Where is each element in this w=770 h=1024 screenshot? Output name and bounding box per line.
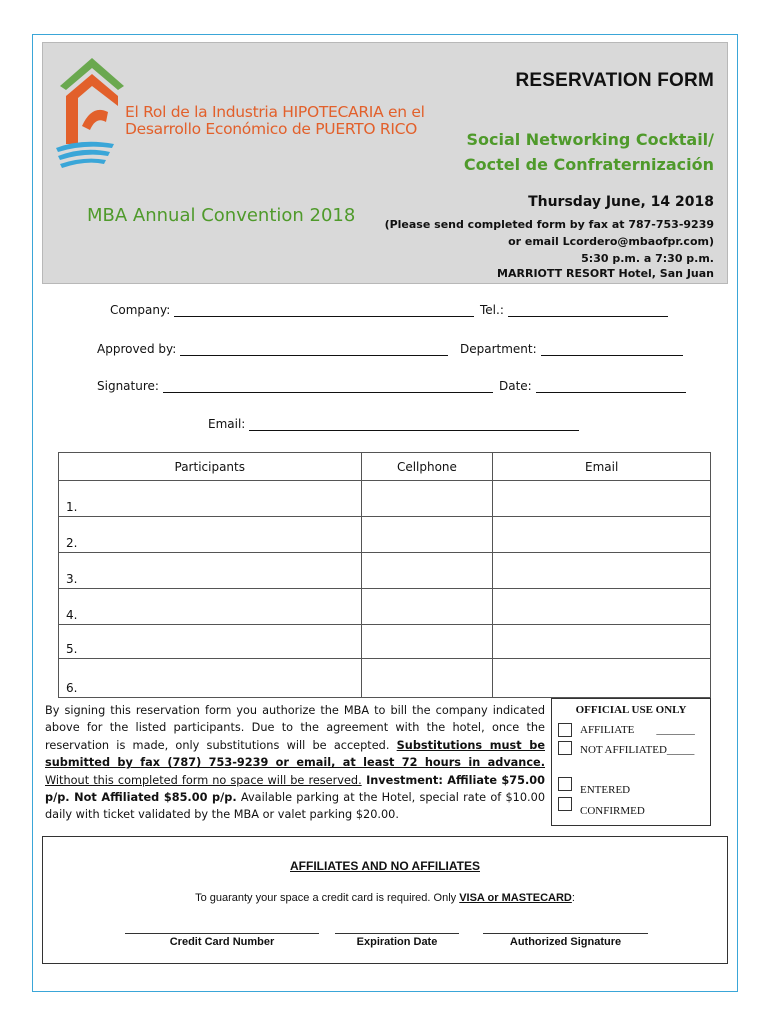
table-header-row xyxy=(59,453,711,481)
logo-text-line2: Desarrollo Económico de PUERTO RICO xyxy=(125,120,418,138)
not-affiliated-label: NOT AFFILIATED_____ xyxy=(580,744,695,756)
event-title-line1: Social Networking Cocktail/ xyxy=(466,130,714,149)
terms-substitutions: Substitutions must be submitted by fax (787) 753-9239 or email, at least 72 hours in advance. xyxy=(45,738,545,770)
participant-cell[interactable]: 3. xyxy=(59,553,362,589)
table-row xyxy=(59,481,711,517)
email-header: Email xyxy=(493,453,711,481)
logo-orange-door xyxy=(82,110,108,130)
affiliate-label xyxy=(580,724,695,736)
participant-cell[interactable]: 6. xyxy=(59,659,362,698)
date-input-line[interactable] xyxy=(536,378,686,393)
participant-cell[interactable]: 2. xyxy=(59,517,362,553)
approved-by-input-line[interactable] xyxy=(180,341,448,356)
confirmed-label: CONFIRMED xyxy=(580,805,645,817)
department-field[interactable] xyxy=(460,341,683,356)
event-date: Thursday June, 14 2018 xyxy=(528,194,714,210)
department-label: Department: xyxy=(460,342,537,356)
terms-parking: Available parking at the Hotel, special rate of $10.00 daily with ticket validated by the MBA or valet parking $20.00. xyxy=(45,791,546,822)
confirmed-checkbox[interactable] xyxy=(558,797,572,811)
cellphone-cell[interactable] xyxy=(361,659,493,698)
expiration-date-label: Expiration Date xyxy=(356,936,438,948)
email-cell[interactable] xyxy=(493,659,711,698)
department-input-line[interactable] xyxy=(541,341,683,356)
convention-title: MBA Annual Convention 2018 xyxy=(87,205,356,226)
approved-by-field[interactable] xyxy=(97,341,448,356)
event-title-line2: Coctel de Confraternización xyxy=(463,155,714,174)
company-label: Company: xyxy=(110,303,171,317)
table-row xyxy=(59,553,711,589)
expiration-date-line[interactable] xyxy=(335,933,459,935)
cellphone-cell[interactable] xyxy=(361,625,493,659)
event-time: 5:30 p.m. a 7:30 p.m. xyxy=(581,252,714,265)
cellphone-cell[interactable] xyxy=(361,589,493,625)
terms-paragraph xyxy=(45,702,545,824)
tel-input-line[interactable] xyxy=(508,302,668,317)
date-label: Date: xyxy=(499,379,532,393)
company-field[interactable] xyxy=(110,302,474,317)
signature-label: Signature: xyxy=(97,379,159,393)
cellphone-cell[interactable] xyxy=(361,481,493,517)
fax-note: (Please send completed form by fax at 787-753-9239 xyxy=(384,218,714,231)
email-cell[interactable] xyxy=(493,589,711,625)
form-title: RESERVATION FORM xyxy=(515,70,714,91)
date-field[interactable] xyxy=(499,378,686,393)
credit-card-number-label: Credit Card Number xyxy=(169,936,275,948)
table-row xyxy=(59,659,711,698)
payment-box xyxy=(42,836,728,964)
company-input-line[interactable] xyxy=(174,302,474,317)
entered-checkbox[interactable] xyxy=(558,777,572,791)
logo-text-line1: El Rol de la Industria HIPOTECARIA en el xyxy=(125,103,425,121)
logo-text xyxy=(125,104,425,138)
participant-cell[interactable]: 4. xyxy=(59,589,362,625)
event-venue: MARRIOTT RESORT Hotel, San Juan xyxy=(497,267,714,280)
tel-field[interactable] xyxy=(480,302,668,317)
participant-cell[interactable]: 1. xyxy=(59,481,362,517)
logo-blue-swoosh-2 xyxy=(58,150,110,160)
terms-investment: Investment: Affiliate $75.00 p/p. Not Affiliated $85.00 p/p. xyxy=(45,773,546,805)
approved-by-label: Approved by: xyxy=(97,342,177,356)
affiliate-line: _______ xyxy=(656,724,695,736)
mba-house-logo xyxy=(52,52,132,172)
email-note: or email Lcordero@mbaofpr.com) xyxy=(508,235,714,248)
participants-header: Participants xyxy=(59,453,362,481)
payment-colon: : xyxy=(571,892,575,904)
email-input-line[interactable] xyxy=(249,416,579,431)
email-cell[interactable] xyxy=(493,553,711,589)
terms-no-space: Without this completed form no space will be reserved. xyxy=(45,773,362,787)
payment-requirement xyxy=(43,892,727,904)
authorized-signature-line[interactable] xyxy=(483,933,648,935)
logo-orange-house xyxy=(66,74,118,144)
logo-blue-swoosh-3 xyxy=(60,159,106,168)
email-field[interactable] xyxy=(208,416,579,431)
official-use-title: OFFICIAL USE ONLY xyxy=(575,704,687,716)
cellphone-cell[interactable] xyxy=(361,553,493,589)
email-label: Email: xyxy=(208,417,246,431)
email-cell[interactable] xyxy=(493,481,711,517)
authorized-signature-label: Authorized Signature xyxy=(509,936,622,948)
affiliate-checkbox[interactable] xyxy=(558,723,572,737)
payment-cards: VISA or MASTECARD xyxy=(459,892,572,904)
participant-cell[interactable]: 5. xyxy=(59,625,362,659)
table-row xyxy=(59,589,711,625)
payment-requirement-text: To guaranty your space a credit card is required. Only xyxy=(195,892,460,904)
not-affiliated-checkbox[interactable] xyxy=(558,741,572,755)
email-cell[interactable] xyxy=(493,517,711,553)
payment-title: AFFILIATES AND NO AFFILIATES xyxy=(290,859,480,873)
entered-label: ENTERED xyxy=(580,784,631,796)
tel-label: Tel.: xyxy=(480,303,504,317)
signature-field[interactable] xyxy=(97,378,493,393)
credit-card-number-line[interactable] xyxy=(125,933,319,935)
affiliate-text: AFFILIATE xyxy=(580,724,635,736)
participants-table xyxy=(58,452,711,698)
signature-input-line[interactable] xyxy=(163,378,493,393)
official-use-box xyxy=(551,698,711,826)
cellphone-cell[interactable] xyxy=(361,517,493,553)
terms-part1: By signing this reservation form you authorize the MBA to bill the company indicated above for the listed participants. Due to the agreement with the hotel, once the reservation is made, only substitutions will be accepted. xyxy=(45,704,545,752)
cellphone-header: Cellphone xyxy=(361,453,493,481)
table-row xyxy=(59,517,711,553)
email-cell[interactable] xyxy=(493,625,711,659)
table-row xyxy=(59,625,711,659)
